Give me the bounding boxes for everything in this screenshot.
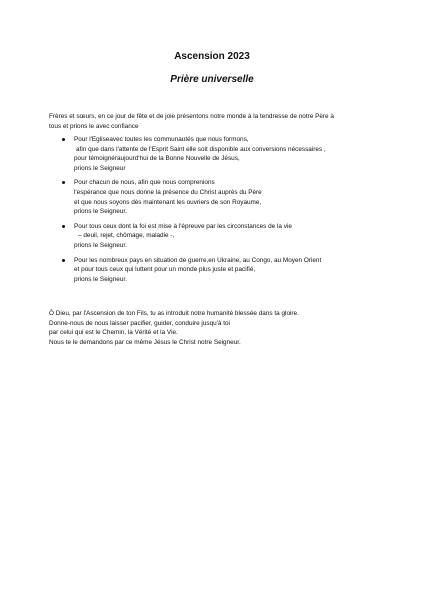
intention-line: prions le Seigneur	[74, 164, 126, 172]
intention-line: – deuil, rejet, chômage, maladie -,	[78, 232, 175, 240]
bullet-icon	[62, 225, 65, 228]
intention-item	[62, 178, 326, 216]
bullet-icon	[62, 138, 65, 141]
closing-line: Ô Dieu, par l'Ascension de ton Fils, tu as introduit notre humanité blessée dans ta gloire.	[49, 310, 299, 317]
intention-line: Pour chacun de nous, afin que nous comprenions	[74, 179, 215, 187]
intention-item	[62, 222, 326, 251]
intention-line: Pour l'Egliseavec toutes les communautés que nous formons,	[74, 136, 249, 143]
bullet-icon	[62, 181, 65, 184]
intro-line: Frères et sœurs, en ce jour de fête et de joie présentons notre monde à la tendresse de notre Père à	[49, 113, 334, 120]
intentions-list	[62, 135, 326, 289]
intention-line: Pour tous ceux dont la foi est mise à l'épreuve par les circonstances de la vie	[74, 222, 292, 230]
closing-line: Nous te le demandons par ce même Jésus le Christ notre Seigneur.	[49, 338, 241, 346]
intention-line: prions le Seigneur.	[74, 208, 127, 216]
intro-line: tous et prions le avec confiance	[49, 122, 139, 130]
closing-line: par celui qui est le Chemin, la Vérité et la Vie.	[49, 329, 178, 337]
intention-line: pour témoignéraujourd'hui de la Bonne Nouvelle de Jésus,	[74, 155, 240, 163]
intention-line: Pour les nombreux pays en situation de guerre,en Ukraine, au Congo, au Moyen Orient	[74, 256, 322, 264]
closing-prayer	[49, 309, 299, 347]
document-subtitle: Prière universelle	[170, 74, 254, 85]
closing-line: Donne-nous de nous laisser pacifier, guider, conduire jusqu'à toi	[49, 319, 230, 327]
intention-item	[62, 256, 326, 285]
intention-line: afin que dans l'attente de l'Esprit Saint elle soit disponible aux conversions nécessaires ,	[76, 145, 326, 153]
intention-line: et que nous soyons dès maintenant les ouvriers de son Royaume,	[74, 198, 262, 206]
intention-line: prions le Seigneur.	[74, 241, 127, 249]
intention-line: prions le Seigneur.	[74, 275, 127, 283]
intro-paragraph	[49, 112, 334, 131]
document-title: Ascension 2023	[174, 51, 250, 62]
intention-line: et pour tous ceux qui luttent pour un monde plus juste et pacifié,	[74, 266, 256, 274]
intention-line: l'espérance que nous donne la présence du Christ auprès du Père	[74, 188, 262, 196]
bullet-icon	[62, 259, 65, 262]
intention-item	[62, 135, 326, 173]
